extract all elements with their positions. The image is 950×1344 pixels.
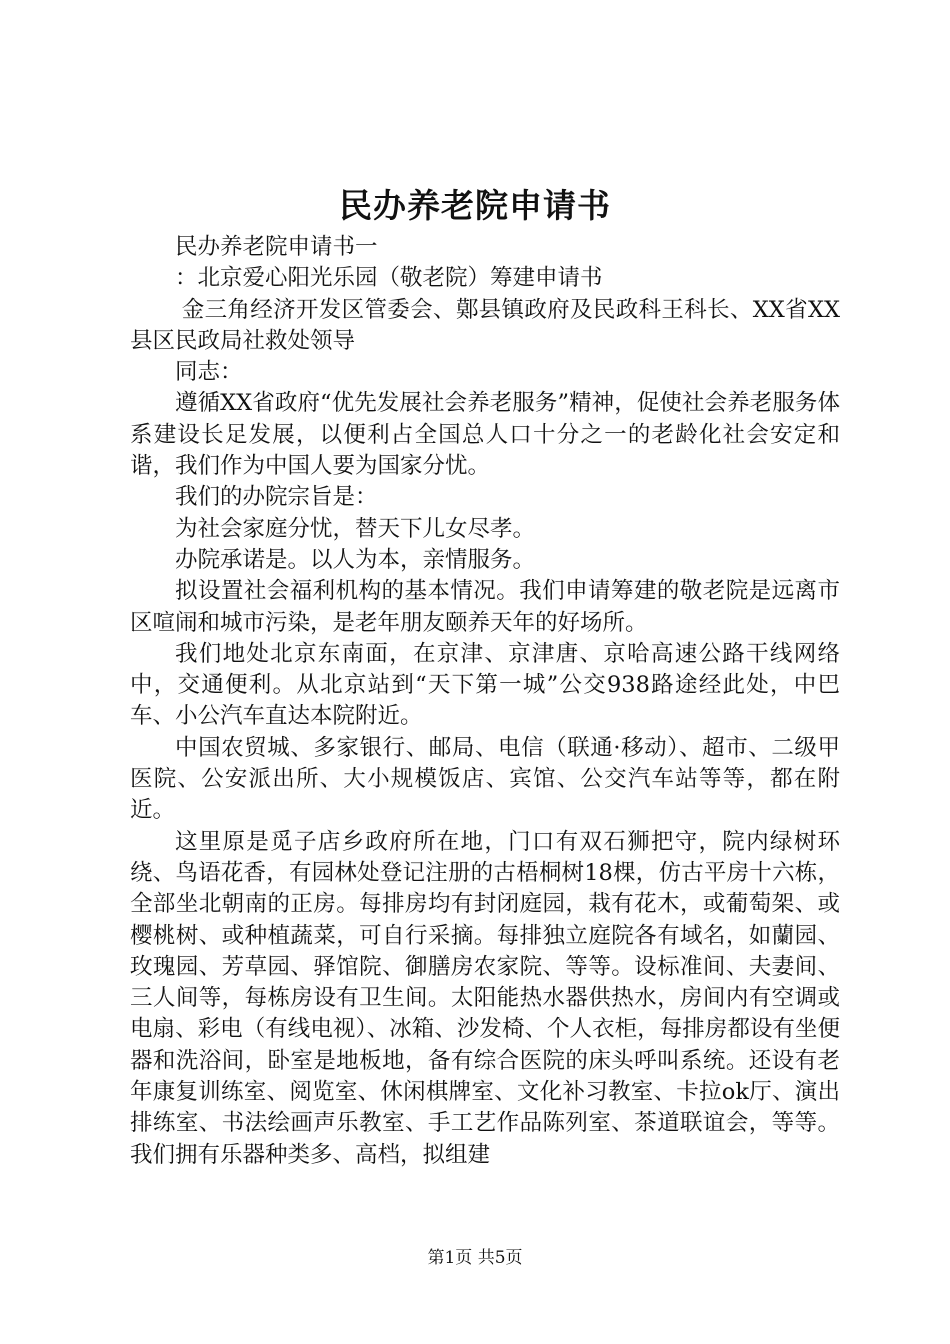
paragraph-subtitle: 民办养老院申请书一 [175, 234, 378, 260]
paragraph-body: 为社会家庭分忧，替天下儿女尽孝。 [175, 515, 536, 542]
document-body [130, 232, 840, 1171]
paragraph-body: 我们地处北京东南面，在京津、京津唐、京哈高速公路干线网络中，交通便利。从北京站到“天下第一城”公交938路途经此处，中巴车、小公汽车直达本院附近。 [130, 640, 840, 730]
paragraph-salutation: 同志： [175, 359, 243, 386]
paragraph-heading: ：北京爱心阳光乐园（敬老院）筹建申请书 [175, 265, 603, 292]
paragraph-body: 拟设置社会福利机构的基本情况。我们申请筹建的敬老院是远离市区喧闹和城市污染，是老年朋友颐养天年的好场所。 [130, 578, 840, 636]
page-footer: 第1页 共5页 [427, 1248, 523, 1268]
paragraph-body: 这里原是觅子店乡政府所在地，门口有双石狮把守，院内绿树环绕、鸟语花香，有园林处登记注册的古梧桐树18棵，仿古平房十六栋，全部坐北朝南的正房。每排房均有封闭庭园，栽有花木，或葡萄架、或樱桃树、或种植蔬菜，可自行采摘。每排独立庭院各有域名，如蘭园、玫瑰园、芳草园、驿馆院、御膳房农家院、等等。设标准间、夫妻间、三人间等，每栋房设有卫生间。太阳能热水器供热水，房间内有空调或电扇、彩电（有线电视）、冰箱、沙发椅、个人衣柜，每排房都设有坐便器和洗浴间，卧室是地板地，备有综合医院的床头呼叫系统。还设有老年康复训练室、阅览室、休闲棋牌室、文化补习教室、卡拉ok厅、演出排练室、书法绘画声乐教室、手工艺作品陈列室、茶道联谊会，等等。我们拥有乐器种类多、高档，拟组建 [130, 828, 840, 1168]
paragraph-body: 我们的办院宗旨是： [175, 484, 378, 511]
paragraph-body: 办院承诺是。以人为本，亲情服务。 [175, 546, 536, 573]
paragraph-addressee: 金三角经济开发区管委会、鄚县镇政府及民政科王科长、XX省XX县区民政局社救处领导 [130, 296, 840, 354]
paragraph-body: 遵循XX省政府“优先发展社会养老服务”精神，促使社会养老服务体系建设长足发展，以便利占全国总人口十分之一的老龄化社会安定和谐，我们作为中国人要为国家分忧。 [130, 390, 840, 480]
paragraph-body: 中国农贸城、多家银行、邮局、电信（联通·移动）、超市、二级甲医院、公安派出所、大小规模饭店、宾馆、公交汽车站等等，都在附近。 [130, 734, 840, 824]
document-title: 民办养老院申请书 [339, 186, 611, 225]
